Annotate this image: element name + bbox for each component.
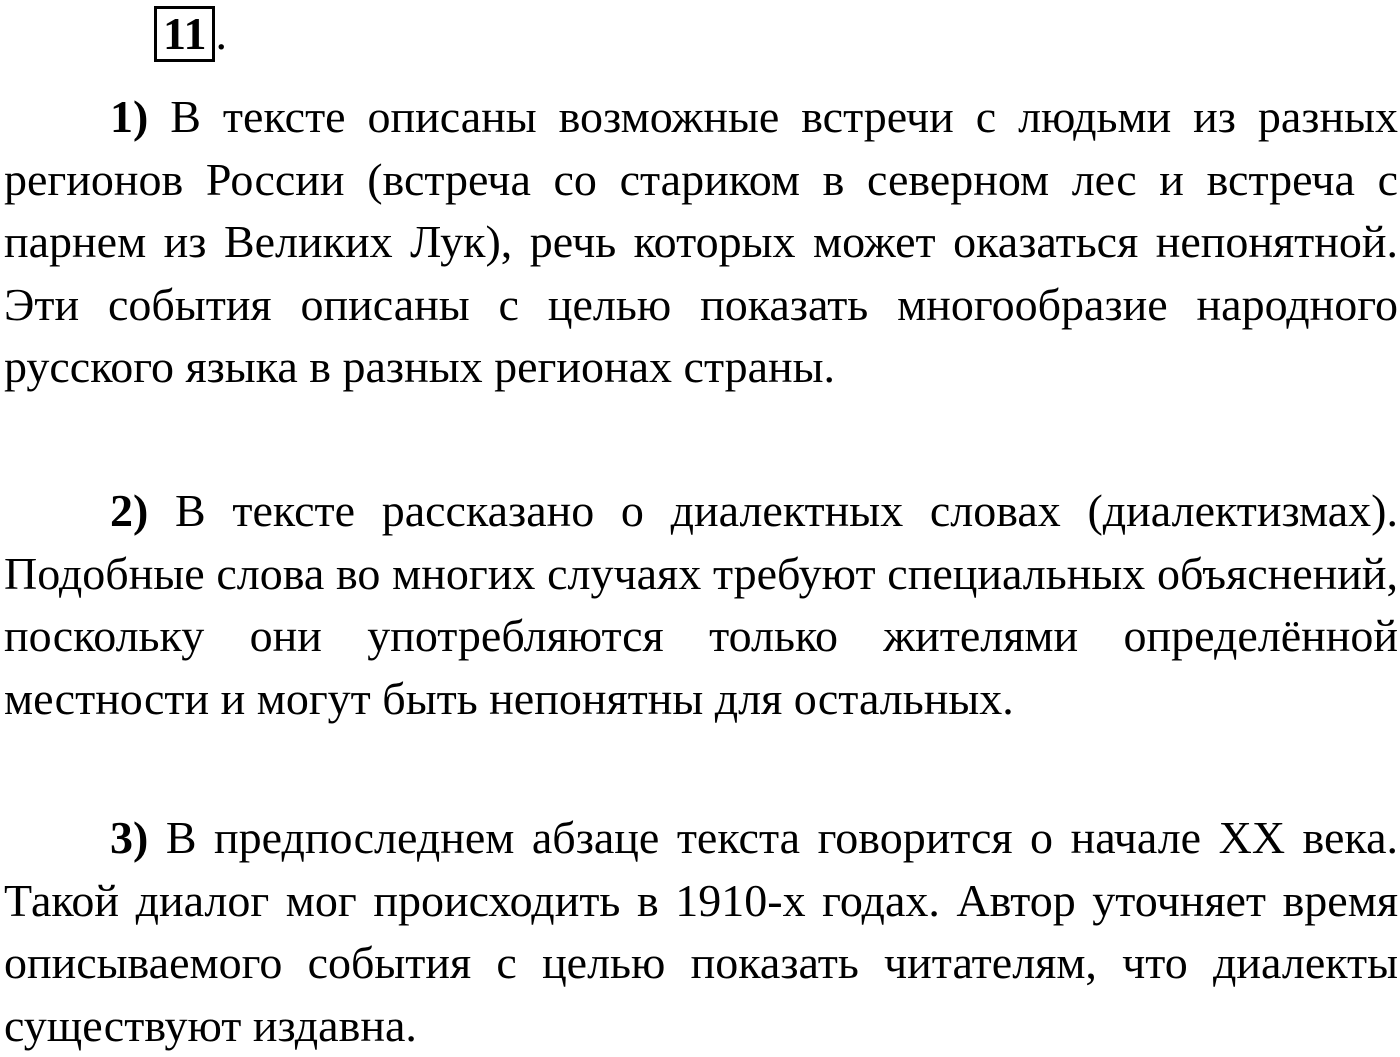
answer-text-3: В предпоследнем абзаце текста говорится о начале XX века. Такой диалог мог происходить в 1910-х годах. Автор уточняет время описываемого события с целью показать читателям, что диалекты существуют издавна. (4, 812, 1398, 1051)
answer-item-number-3: 3) (110, 812, 149, 863)
task-number-box: 11 (154, 6, 215, 62)
task-number-dot: . (215, 8, 227, 59)
answer-text-2: В тексте рассказано о диалектных словах (диалектизмах). Подобные слова во многих случаях требуют специальных объяснений, поскольку они употребляются только жителями определённой местности и могут быть непонятны для остальных. (4, 485, 1398, 724)
answer-paragraph-2 (4, 480, 1398, 730)
answer-item-number-1: 1) (110, 91, 149, 142)
answer-paragraph-1 (4, 86, 1398, 399)
answer-text-1: В тексте описаны возможные встречи с людьми из разных регионов России (встреча со стариком в северном лес и встреча с парнем из Великих Лук), речь которых может оказаться непонятной. Эти события описаны с целью показать многообразие народного русского языка в разных регионах страны. (4, 91, 1399, 392)
task-header (154, 6, 227, 62)
answer-item-number-2: 2) (110, 485, 149, 536)
answer-paragraph-3 (4, 807, 1398, 1057)
